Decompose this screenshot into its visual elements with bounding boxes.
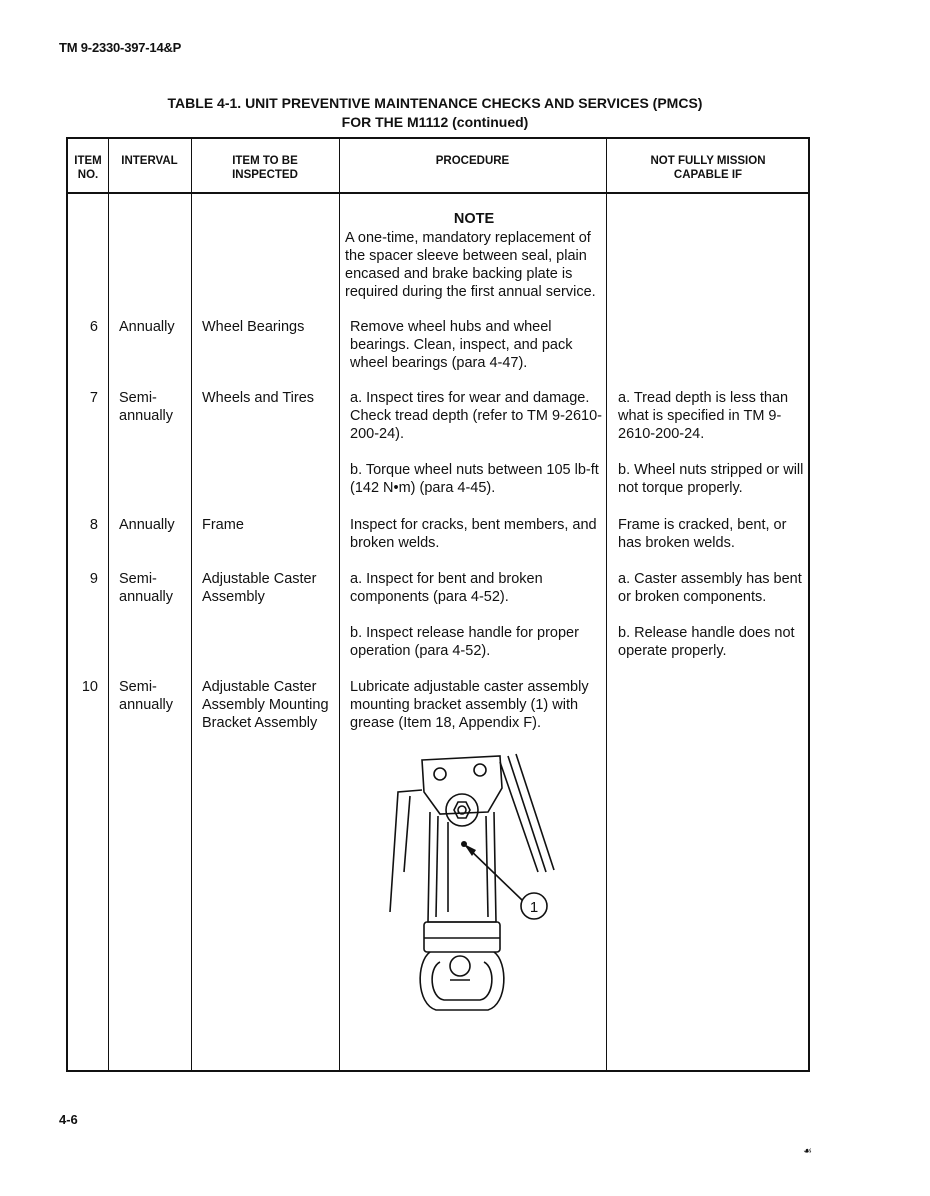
item-number: 7 <box>89 390 98 406</box>
inspected-cell: Frame <box>202 517 244 533</box>
inspected-cell: Wheel Bearings <box>202 319 305 335</box>
inspected-cell: Adjustable Caster Assembly <box>202 571 317 605</box>
header-item-inspected: ITEM TO BE INSPECTED <box>232 155 298 181</box>
procedure-cell: b. Torque wheel nuts between 105 lb-ft (142 N•m) (para 4-45). <box>350 462 599 496</box>
inspected-cell: Wheels and Tires <box>202 390 315 406</box>
column-divider <box>606 139 607 1070</box>
procedure-cell: a. Inspect for bent and broken components (para 4-52). <box>350 571 543 605</box>
column-divider <box>339 139 340 1070</box>
interval-cell: Semi-annually <box>119 571 174 605</box>
interval-cell: Semi-annually <box>119 679 174 713</box>
procedure-cell: Lubricate adjustable caster assembly mounting bracket assembly (1) with grease (Item 18, Appendix F). <box>350 679 589 731</box>
nmc-cell: a. Caster assembly has bent or broken components. <box>618 571 802 605</box>
nmc-cell: b. Release handle does not operate properly. <box>618 625 795 659</box>
table-subtitle: FOR THE M1112 (continued) <box>341 114 529 130</box>
header-procedure: PROCEDURE <box>435 155 510 167</box>
procedure-cell: Remove wheel hubs and wheel bearings. Clean, inspect, and pack wheel bearings (para 4-47). <box>350 319 573 371</box>
item-number: 6 <box>89 319 98 335</box>
nmc-cell: a. Tread depth is less than what is specified in TM 9-2610-200-24. <box>618 390 789 442</box>
page-number: 4-6 <box>59 1112 78 1127</box>
header-divider <box>68 192 808 194</box>
table-title: TABLE 4-1. UNIT PREVENTIVE MAINTENANCE CHECKS AND SERVICES (PMCS) <box>167 95 703 111</box>
header-item-no: ITEM NO. <box>74 155 102 181</box>
column-divider <box>191 139 192 1070</box>
note-text: A one-time, mandatory replacement of the spacer sleeve between seal, plain encased and brake backing plate is required during the first annual service. <box>345 230 596 300</box>
procedure-cell: a. Inspect tires for wear and damage. Check tread depth (refer to TM 9-2610-200-24). <box>350 390 602 442</box>
item-number: 8 <box>89 517 98 533</box>
nmc-cell: b. Wheel nuts stripped or will not torque properly. <box>618 462 804 496</box>
note-title: NOTE <box>453 211 495 227</box>
procedure-cell: Inspect for cracks, bent members, and broken welds. <box>350 517 597 551</box>
caster-mounting-bracket-illustration <box>388 752 560 1032</box>
item-number: 10 <box>81 679 98 695</box>
inspected-cell: Adjustable Caster Assembly Mounting Bracket Assembly <box>202 679 329 731</box>
callout-label: 1 <box>529 899 539 916</box>
header-interval: INTERVAL <box>121 155 178 167</box>
column-divider <box>108 139 109 1070</box>
header-nmc: NOT FULLY MISSION CAPABLE IF <box>650 155 766 181</box>
interval-cell: Annually <box>119 319 175 335</box>
item-number: 9 <box>89 571 98 587</box>
interval-cell: Semi-annually <box>119 390 174 424</box>
nmc-cell: Frame is cracked, bent, or has broken welds. <box>618 517 787 551</box>
procedure-cell: b. Inspect release handle for proper operation (para 4-52). <box>350 625 579 659</box>
scan-mark: ☙ <box>803 1146 812 1157</box>
interval-cell: Annually <box>119 517 175 533</box>
document-id: TM 9-2330-397-14&P <box>59 40 182 55</box>
